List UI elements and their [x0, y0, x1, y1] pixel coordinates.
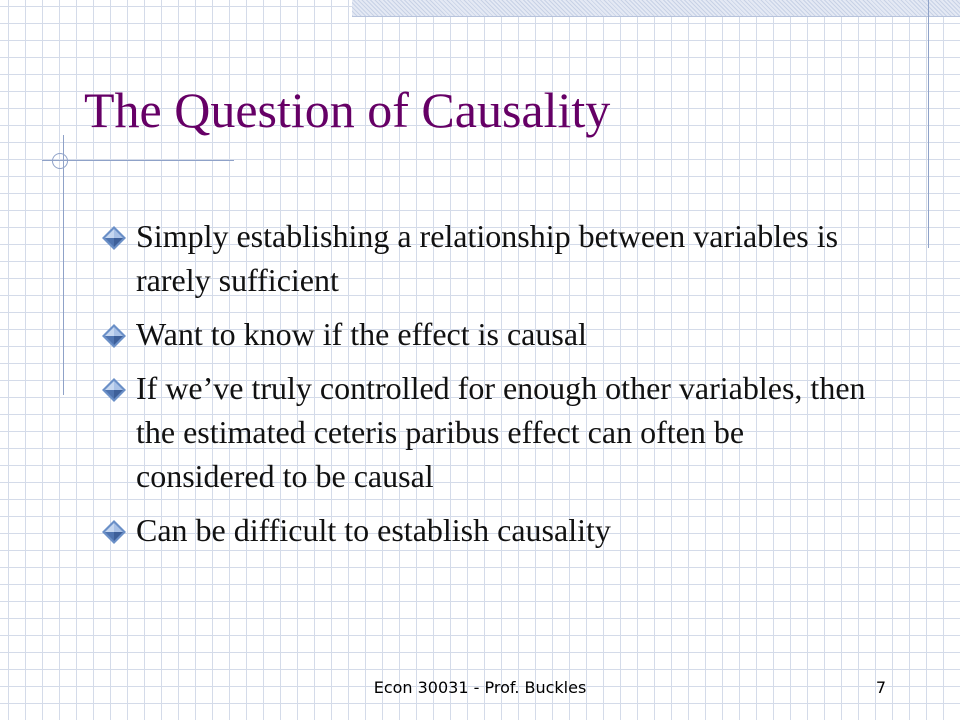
bullet-text: Simply establishing a relationship between variables is rarely sufficient [136, 218, 839, 298]
bullet-list [100, 214, 880, 562]
bullet-item [100, 214, 880, 302]
corner-circle-ornament [52, 153, 68, 169]
page-number: 7 [875, 678, 886, 697]
bullet-item [100, 508, 880, 552]
bullet-text: Can be difficult to establish causality [136, 512, 611, 548]
right-vertical-rule [928, 0, 929, 248]
bullet-text: If we’ve truly controlled for enough other variables, then the estimated ceteris paribus effect can often be considered to be causal [136, 370, 866, 494]
slide-title: The Question of Causality [84, 82, 611, 138]
bullet-item [100, 312, 880, 356]
footer-course-label: Econ 30031 - Prof. Buckles [373, 678, 587, 697]
top-decorative-band [352, 0, 960, 17]
diamond-bullet-icon [100, 224, 128, 252]
diamond-bullet-icon [100, 518, 128, 546]
title-underline-rule [42, 160, 234, 161]
diamond-bullet-icon [100, 322, 128, 350]
bullet-text: Want to know if the effect is causal [136, 316, 587, 352]
bullet-item [100, 366, 880, 498]
left-vertical-rule [63, 135, 64, 395]
diamond-bullet-icon [100, 376, 128, 404]
